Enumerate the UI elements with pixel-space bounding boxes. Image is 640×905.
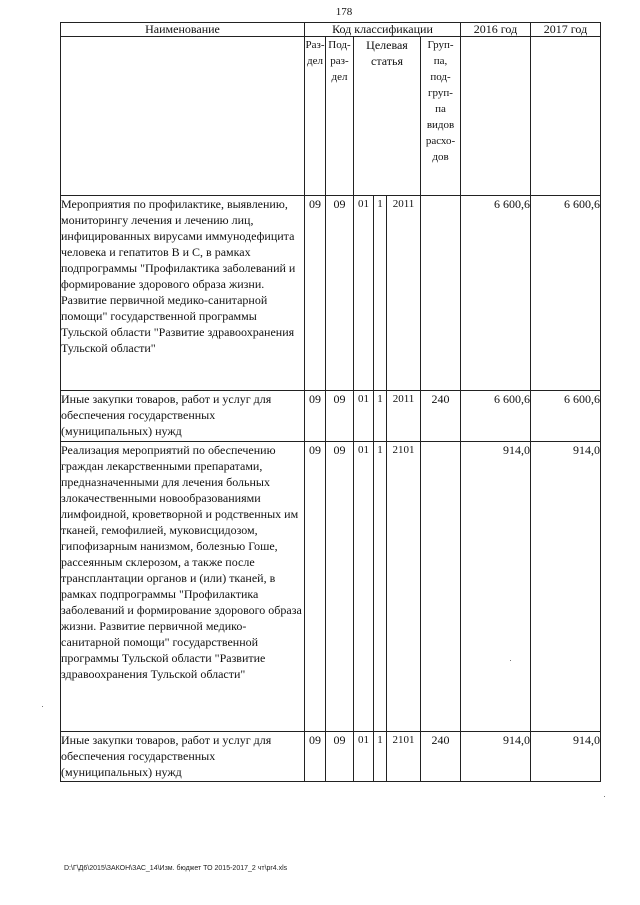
header-2016: 2016 год xyxy=(461,23,531,37)
row-target-3: 2101 xyxy=(387,732,421,782)
row-2017: 6 600,6 xyxy=(531,391,601,442)
row-2017: 914,0 xyxy=(531,732,601,782)
header-2017: 2017 год xyxy=(531,23,601,37)
row-section: 09 xyxy=(305,391,326,442)
row-name: Иные закупки товаров, работ и услуг для обеспечения государственных (муниципальных) нужд xyxy=(61,732,305,782)
table-row xyxy=(61,391,601,442)
row-group xyxy=(421,196,461,391)
header-name: Наименование xyxy=(61,23,305,37)
row-subsection: 09 xyxy=(326,391,354,442)
row-group: 240 xyxy=(421,391,461,442)
row-target-3: 2011 xyxy=(387,196,421,391)
row-name: Иные закупки товаров, работ и услуг для обеспечения государственных (муниципальных) нужд xyxy=(61,391,305,442)
budget-table xyxy=(60,22,601,782)
row-section: 09 xyxy=(305,442,326,732)
row-target-2: 1 xyxy=(374,442,387,732)
row-group: 240 xyxy=(421,732,461,782)
header-section: Раз- дел xyxy=(305,37,326,196)
row-subsection: 09 xyxy=(326,442,354,732)
header-row-1 xyxy=(61,23,601,37)
row-group xyxy=(421,442,461,732)
table-row xyxy=(61,442,601,732)
row-2017: 6 600,6 xyxy=(531,196,601,391)
row-target-1: 01 xyxy=(354,442,374,732)
row-2016: 914,0 xyxy=(461,732,531,782)
header-classification-code: Код классификации xyxy=(305,23,461,37)
row-target-1: 01 xyxy=(354,732,374,782)
row-target-3: 2011 xyxy=(387,391,421,442)
header-name-blank xyxy=(61,37,305,196)
header-2017-blank xyxy=(531,37,601,196)
row-subsection: 09 xyxy=(326,196,354,391)
row-target-1: 01 xyxy=(354,391,374,442)
row-target-2: 1 xyxy=(374,391,387,442)
row-2016: 6 600,6 xyxy=(461,196,531,391)
header-target-article: Целевая статья xyxy=(354,37,421,196)
row-2017: 914,0 xyxy=(531,442,601,732)
row-target-3: 2101 xyxy=(387,442,421,732)
row-target-2: 1 xyxy=(374,732,387,782)
header-expense-group: Груп- па, под- груп- па видов расхо- дов xyxy=(421,37,461,196)
row-target-1: 01 xyxy=(354,196,374,391)
row-target-2: 1 xyxy=(374,196,387,391)
row-2016: 914,0 xyxy=(461,442,531,732)
scan-speck xyxy=(510,660,511,661)
scan-speck xyxy=(42,706,43,707)
row-section: 09 xyxy=(305,732,326,782)
header-row-2 xyxy=(61,37,601,196)
table-row xyxy=(61,732,601,782)
row-section: 09 xyxy=(305,196,326,391)
header-subsection: Под- раз- дел xyxy=(326,37,354,196)
footer-file-path: D:\Г\Д6\2015\ЗАКОН\ЗАС_14\Изм. бюджет ТО 2015-2017_2 чт\pr4.xls xyxy=(64,865,288,872)
table-row xyxy=(61,196,601,391)
row-name: Реализация мероприятий по обеспечению граждан лекарственными препаратами, предназначенными для лечения больных злокачественными новообразованиями лимфоидной, кроветворной и родственных им тканей, гемофилией, муковисцидозом, гипофизарным нанизмом, болезнью Гоше, рассеянным склерозом, а также после трансплантации органов и (или) тканей, в рамках подпрограммы "Профилактика заболеваний и формирование здорового образа жизни. Развитие первичной медико-санитарной помощи" государственной программы Тульской области "Развитие здравоохранения Тульской области" xyxy=(61,442,305,732)
header-2016-blank xyxy=(461,37,531,196)
row-2016: 6 600,6 xyxy=(461,391,531,442)
row-subsection: 09 xyxy=(326,732,354,782)
row-name: Мероприятия по профилактике, выявлению, мониторингу лечения и лечению лиц, инфицированных вирусами иммунодефицита человека и гепатитов В и С, в рамках подпрограммы "Профилактика заболеваний и формирование здорового образа жизни. Развитие первичной медико-санитарной помощи" государственной программы Тульской области "Развитие здравоохранения Тульской области" xyxy=(61,196,305,391)
scan-speck xyxy=(604,796,605,797)
page-number: 178 xyxy=(335,6,353,18)
